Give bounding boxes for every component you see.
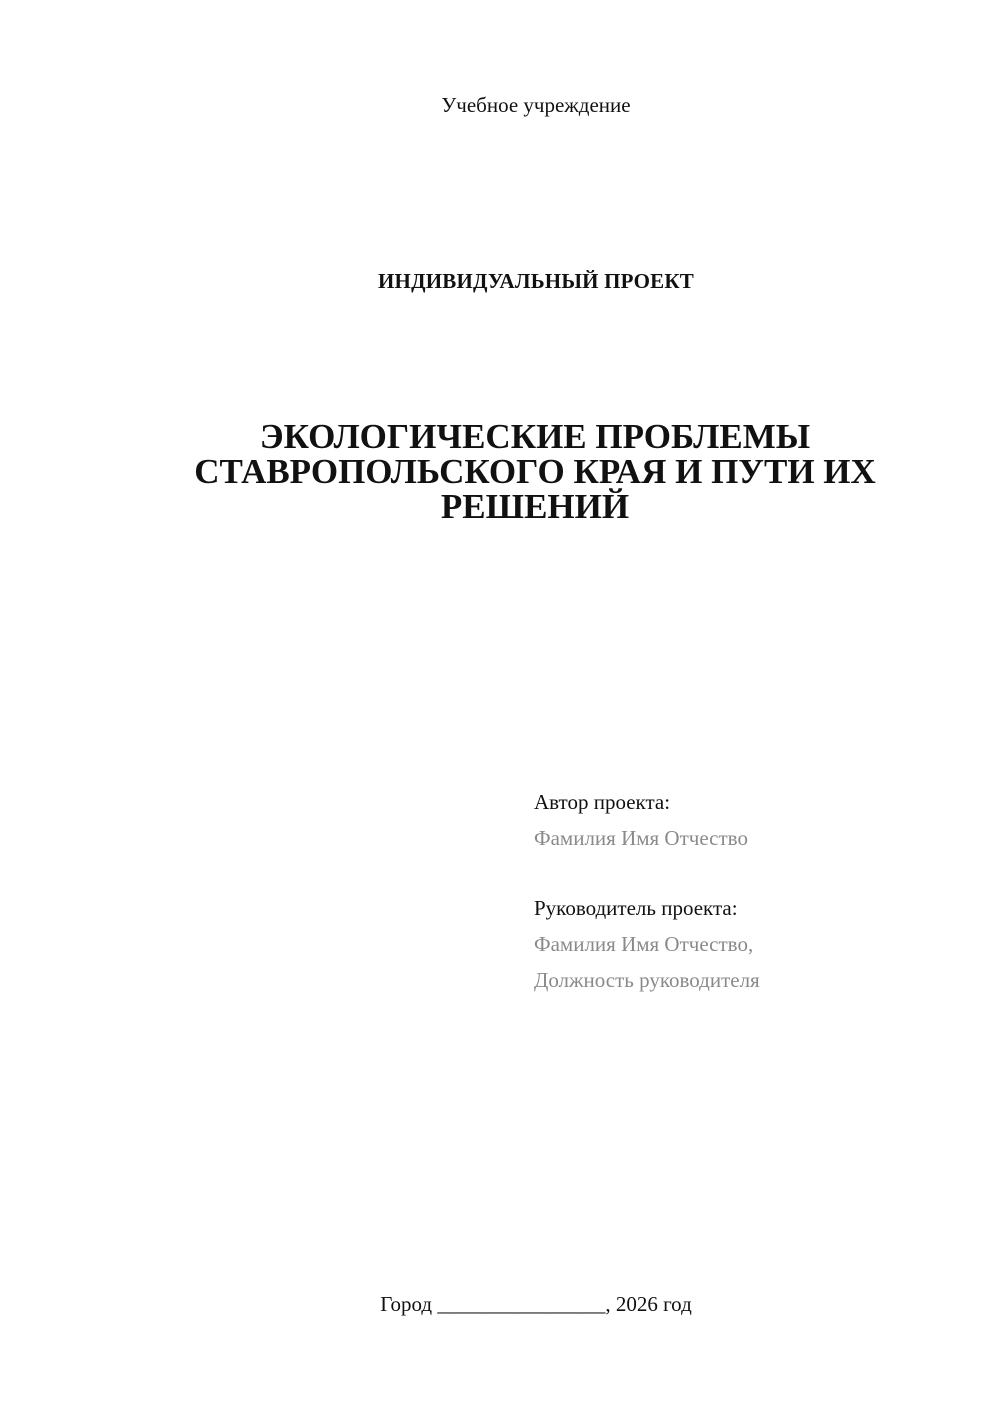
project-type-heading: ИНДИВИДУАЛЬНЫЙ ПРОЕКТ: [378, 269, 694, 293]
supervisor-name: Фамилия Имя Отчество,: [534, 932, 754, 956]
author-label: Автор проекта:: [534, 790, 671, 814]
project-title-line: СТАВРОПОЛЬСКОГО КРАЯ И ПУТИ ИХ: [194, 452, 876, 491]
city-year-footer: Город ________________, 2026 год: [380, 1292, 692, 1316]
project-title-line: ЭКОЛОГИЧЕСКИЕ ПРОБЛЕМЫ: [259, 417, 811, 456]
supervisor-block: [534, 895, 974, 993]
institution-name: Учебное учреждение: [441, 93, 631, 117]
project-title-line: РЕШЕНИЙ: [440, 487, 630, 526]
project-title: [140, 419, 930, 524]
supervisor-position: Должность руководителя: [534, 968, 760, 992]
supervisor-label: Руководитель проекта:: [534, 896, 738, 920]
author-name: Фамилия Имя Отчество: [534, 826, 748, 850]
author-block: [534, 789, 974, 851]
